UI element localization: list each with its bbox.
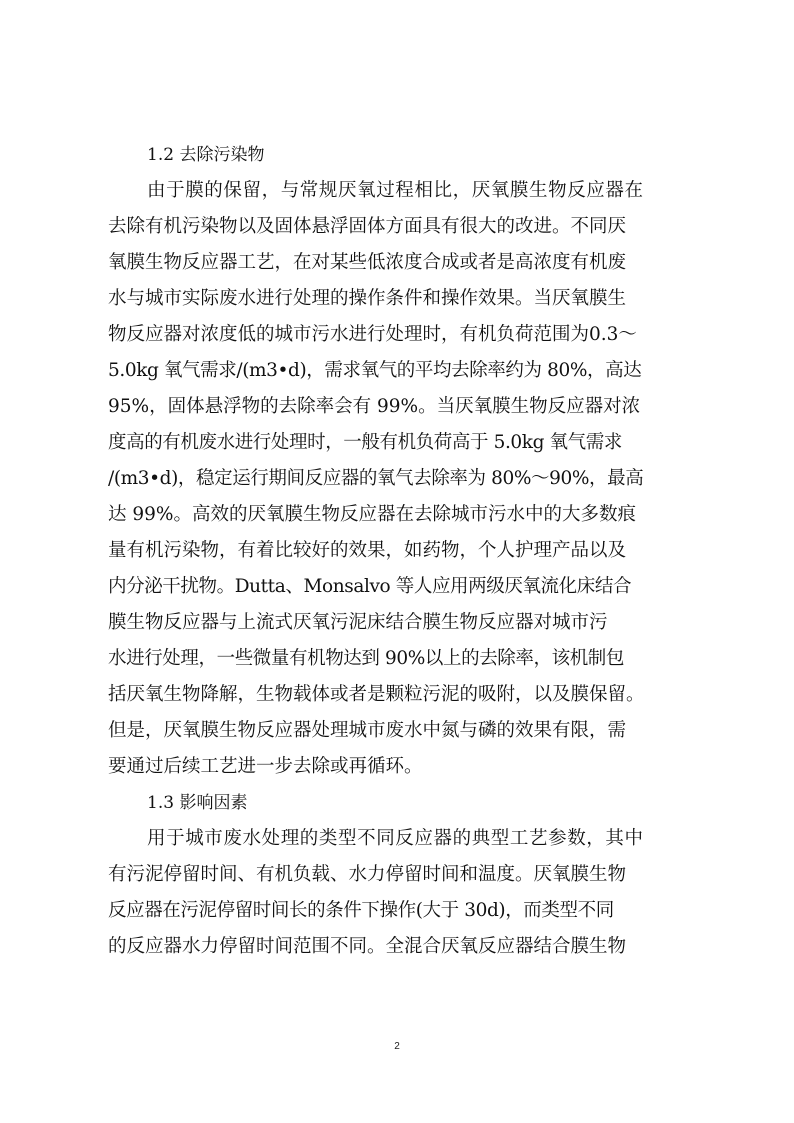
page-number: 2 (394, 1041, 400, 1052)
text-line: 达 99%。高效的厌氧膜生物反应器在去除城市污水中的大多数痕 (108, 504, 637, 525)
text-line: 量有机污染物，有着比较好的效果，如药物，个人护理产品以及 (108, 540, 627, 561)
text-line: 物反应器对浓度低的城市污水进行处理时，有机负荷范围为0.3～ (108, 324, 637, 345)
text-line: 括厌氧生物降解，生物载体或者是颗粒污泥的吸附，以及膜保留。 (108, 684, 645, 705)
text-line: 氧膜生物反应器工艺，在对某些低浓度合成或者是高浓度有机废 (108, 252, 627, 273)
text-line: 内分泌干扰物。Dutta、Monsalvo 等人应用两级厌氧流化床结合 (108, 576, 632, 597)
section-heading-1-3: 1.3 影响因素 (147, 793, 248, 813)
text-line: 膜生物反应器与上流式厌氧污泥床结合膜生物反应器对城市污 (108, 612, 608, 633)
text-line: 要通过后续工艺进一步去除或再循环。 (108, 756, 423, 777)
text-line: 用于城市废水处理的类型不同反应器的典型工艺参数，其中 (147, 828, 644, 849)
text-line: 去除有机污染物以及固体悬浮固体方面具有很大的改进。不同厌 (108, 216, 627, 237)
text-line: 但是，厌氧膜生物反应器处理城市废水中氮与磷的效果有限，需 (108, 720, 627, 741)
text-line: 水与城市实际废水进行处理的操作条件和操作效果。当厌氧膜生 (108, 288, 627, 309)
paragraph-influencing-factors (108, 821, 706, 965)
text-line: 水进行处理，一些微量有机物达到 90%以上的去除率，该机制包 (108, 648, 625, 669)
text-line: 由于膜的保留，与常规厌氧过程相比，厌氧膜生物反应器在 (147, 180, 644, 201)
document-body (108, 137, 706, 965)
text-line: 有污泥停留时间、有机负载、水力停留时间和温度。厌氧膜生物 (108, 864, 627, 885)
text-line: 的反应器水力停留时间范围不同。全混合厌氧反应器结合膜生物 (108, 936, 627, 957)
paragraph-remove-pollutants (108, 173, 706, 785)
text-line: 度高的有机废水进行处理时，一般有机负荷高于 5.0kg 氧气需求 (108, 432, 622, 453)
text-line: /(m3•d)，稳定运行期间反应器的氧气去除率为 80%～90%，最高 (108, 468, 644, 489)
text-line: 反应器在污泥停留时间长的条件下操作(大于 30d)，而类型不同 (108, 900, 614, 921)
text-line: 5.0kg 氧气需求/(m3•d)，需求氧气的平均去除率约为 80%，高达 (108, 360, 642, 381)
section-heading-1-2: 1.2 去除污染物 (147, 145, 265, 165)
text-line: 95%，固体悬浮物的去除率会有 99%。当厌氧膜生物反应器对浓 (108, 396, 641, 417)
